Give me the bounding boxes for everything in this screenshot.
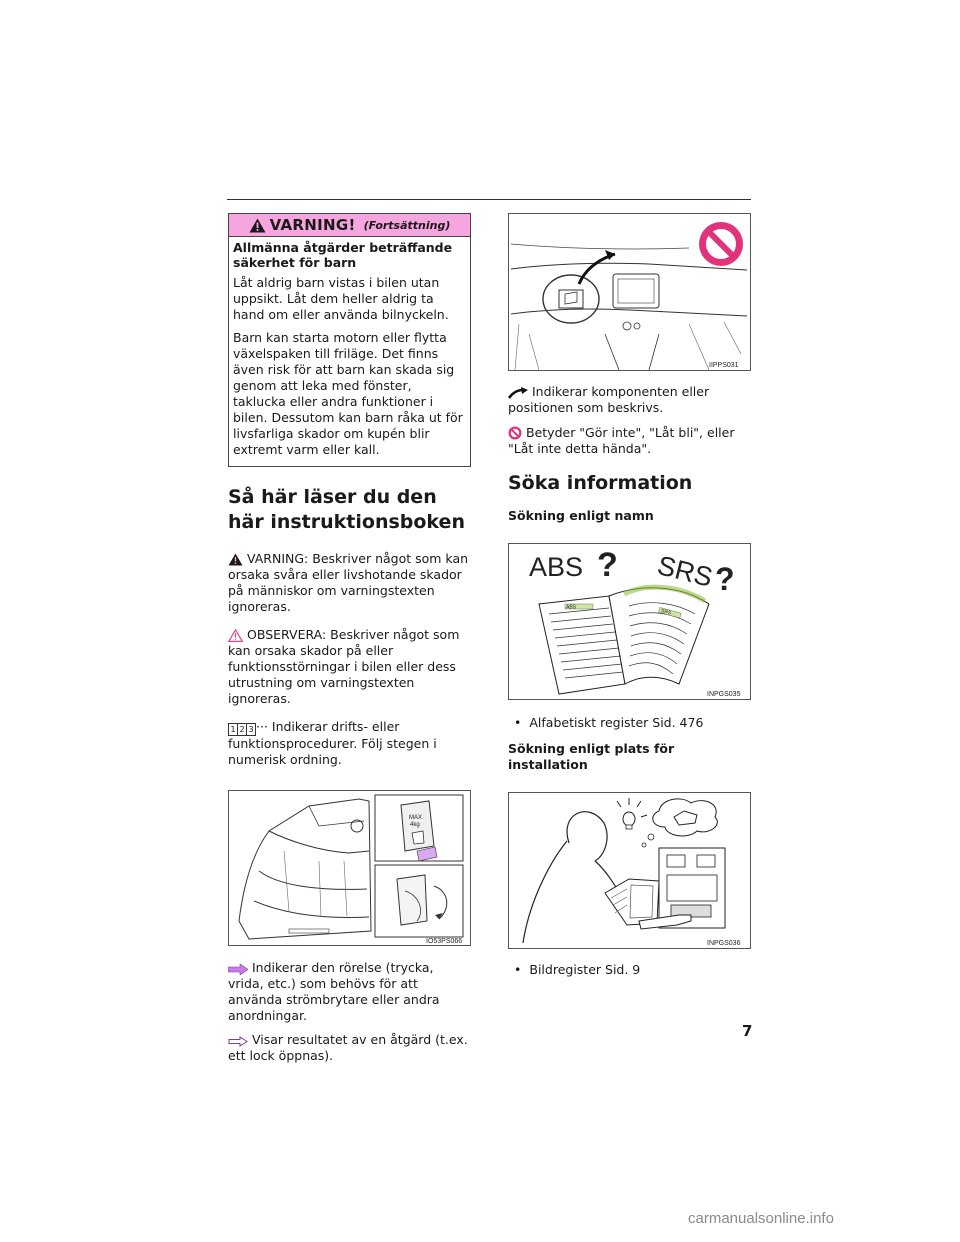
dashboard-figure bbox=[508, 213, 751, 371]
trunk-figure bbox=[228, 790, 471, 946]
warning-triangle-icon bbox=[249, 218, 266, 233]
indicates-legend bbox=[508, 384, 751, 416]
warning-box bbox=[228, 213, 471, 467]
right-column bbox=[508, 213, 751, 978]
warning-paragraph-1: Låt aldrig barn vistas i bilen utan uppsikt. Låt dem heller aldrig ta hand om eller använda bilnyckeln. bbox=[233, 275, 449, 322]
result-arrow-icon bbox=[228, 1036, 248, 1047]
svg-text:4kg: 4kg bbox=[410, 822, 420, 828]
warning-legend bbox=[228, 551, 471, 615]
warning-paragraph-2: Barn kan starta motorn eller flytta växelspaken till friläge. Det finns även risk för att barn kan skada sig genom att leka med fönster, taklucka eller andra funktioner i bilen. Dessutom kan barn råka ut för livsfarliga skador om kupén blir extremt varm eller kall. bbox=[233, 330, 463, 457]
caution-legend-text: OBSERVERA: Beskriver något som kan orsaka skador på eller funktionsstörningar i bilen eller dess utrustning om varningstexten ignoreras. bbox=[228, 627, 460, 706]
trunk-figure-code: IO53PS066 bbox=[426, 938, 463, 945]
warning-title: VARNING! bbox=[269, 216, 356, 234]
action-arrow-icon bbox=[228, 964, 248, 975]
svg-text:?: ? bbox=[597, 546, 618, 584]
top-rule bbox=[227, 199, 751, 200]
dont-legend bbox=[508, 425, 751, 457]
by-name-heading: Sökning enligt namn bbox=[508, 508, 654, 523]
max-label: MAX bbox=[409, 815, 423, 821]
dashboard-illustration bbox=[509, 214, 750, 370]
abs-label: ABS bbox=[529, 552, 584, 582]
search-heading: Söka information bbox=[508, 472, 693, 494]
dashboard-figure-code: IIPPS031 bbox=[709, 362, 739, 369]
book-figure bbox=[508, 543, 751, 700]
caution-triangle-icon bbox=[228, 629, 243, 642]
caution-legend bbox=[228, 627, 471, 707]
location-illustration bbox=[509, 793, 750, 948]
left-column bbox=[228, 213, 471, 1064]
svg-text:ABS: ABS bbox=[566, 604, 577, 611]
warning-legend-text: VARNING: Beskriver något som kan orsaka svåra eller livshotande skador på människor om varningstexten ignoreras. bbox=[228, 551, 469, 614]
trunk-illustration bbox=[229, 791, 470, 945]
warning-heading: Allmänna åtgärder beträffande säkerhet för barn bbox=[233, 240, 453, 270]
result-legend-text: Visar resultatet av en åtgärd (t.ex. ett lock öppnas). bbox=[228, 1032, 468, 1063]
warning-continuation: (Fortsättning) bbox=[363, 218, 451, 232]
book-figure-code: INPGS035 bbox=[707, 691, 741, 698]
location-figure-code: INPGS036 bbox=[707, 940, 741, 947]
page-number: 7 bbox=[742, 1022, 753, 1040]
svg-text:SRS: SRS bbox=[660, 607, 672, 617]
how-to-read-heading: Så här läser du den här instruktionsboken bbox=[228, 486, 465, 533]
svg-text:?: ? bbox=[715, 561, 735, 597]
location-figure bbox=[508, 792, 751, 949]
prohibit-icon bbox=[508, 426, 522, 440]
srs-label: SRS bbox=[654, 550, 716, 593]
picture-index-item: • Bildregister Sid. 9 bbox=[508, 962, 751, 978]
action-legend bbox=[228, 960, 471, 1024]
warning-header bbox=[229, 214, 470, 237]
steps-legend-text: ··· Indikerar drifts- eller funktionsprocedurer. Följ stegen i numerisk ordning. bbox=[228, 719, 437, 767]
result-legend bbox=[228, 1032, 471, 1064]
black-pointer-arrow-icon bbox=[508, 387, 528, 399]
steps-legend bbox=[228, 719, 471, 768]
warning-body bbox=[229, 237, 470, 466]
indicates-legend-text: Indikerar komponenten eller positionen som beskrivs. bbox=[508, 384, 710, 415]
steps-icon: 1 2 3 bbox=[228, 723, 256, 736]
watermark: carmanualsonline.info bbox=[688, 1210, 834, 1227]
alpha-index-item: • Alfabetiskt register Sid. 476 bbox=[508, 715, 751, 731]
by-location-heading: Sökning enligt plats för installation bbox=[508, 741, 675, 772]
action-legend-text: Indikerar den rörelse (trycka, vrida, etc.) som behövs för att använda strömbrytare eller andra anordningar. bbox=[228, 960, 440, 1023]
warning-triangle-icon bbox=[228, 553, 243, 566]
dont-legend-text: Betyder "Gör inte", "Låt bli", eller "Låt inte detta hända". bbox=[508, 425, 735, 456]
book-illustration bbox=[509, 544, 750, 699]
